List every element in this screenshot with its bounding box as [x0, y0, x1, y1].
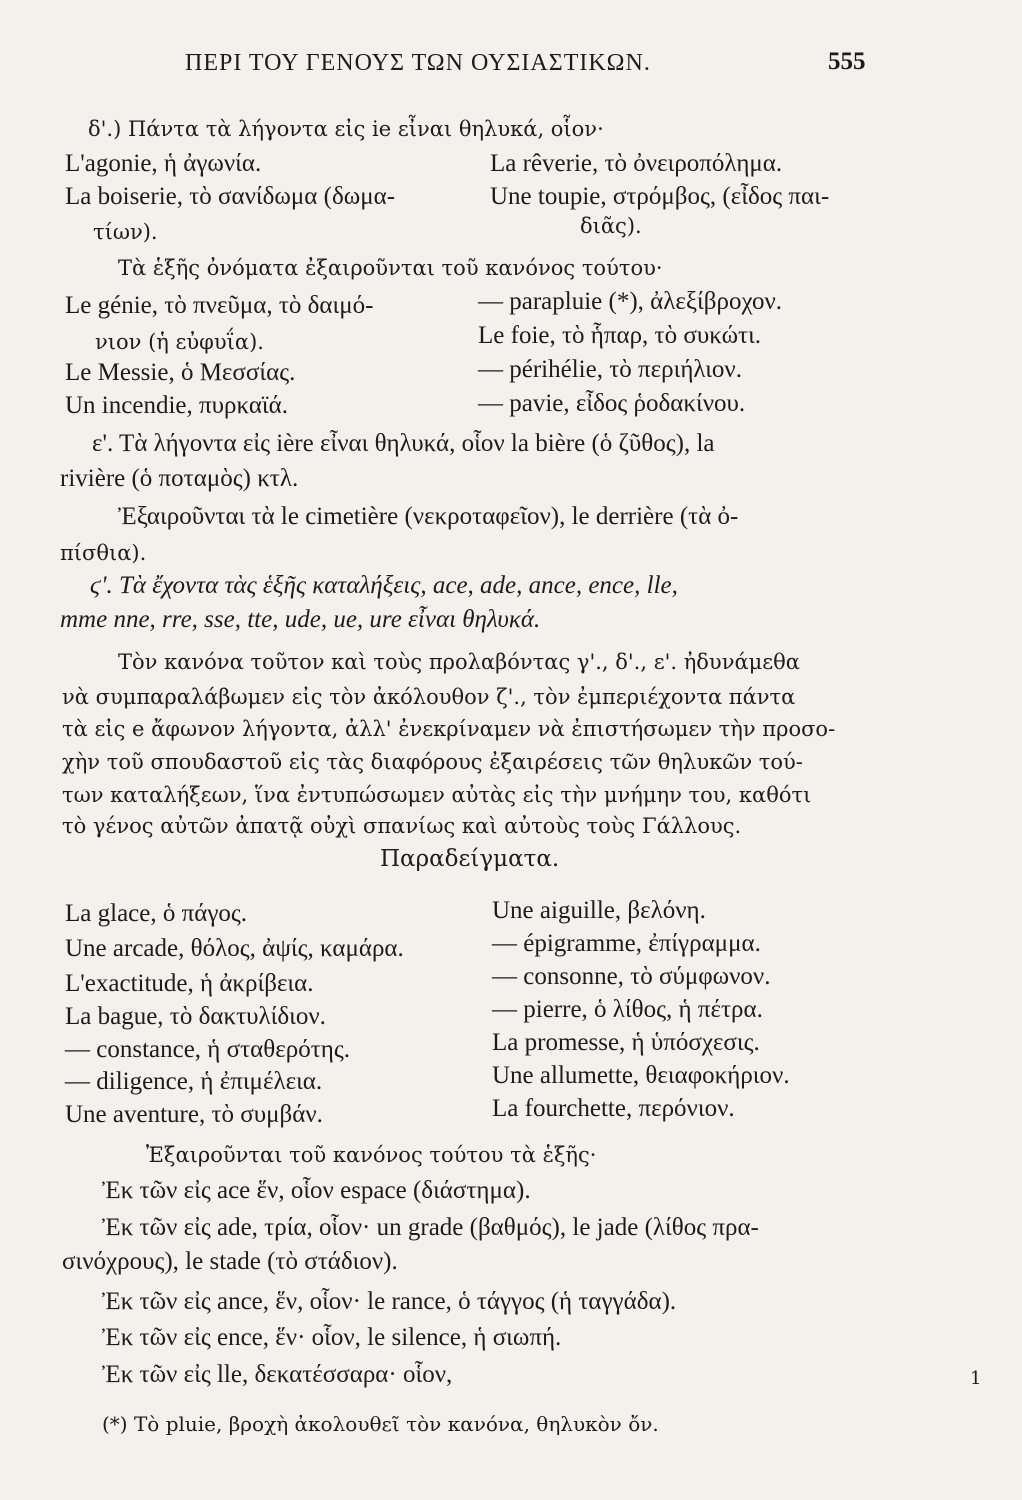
paragraph-line-3: τὰ εἰς e ἄφωνον λήγοντα, ἀλλ' ἐνεκρίναμεν νὰ ἐπιστήσωμεν τὴν προσο-: [62, 717, 836, 741]
rule-d-left-1: L'agonie, ἡ ἀγωνία.: [65, 150, 262, 177]
example-right-4: — pierre, ὁ λίθος, ἡ πέτρα.: [492, 996, 763, 1023]
paragraph-line-2: νὰ συμπαραλάβωμεν εἰς τὸν ἀκόλουθον ζ'., τὸν ἐμπεριέχοντα πάντα: [62, 685, 796, 709]
example-left-4: La bague, τὸ δακτυλίδιον.: [65, 1003, 326, 1030]
example-left-3: L'exactitude, ἡ ἀκρίβεια.: [65, 970, 314, 997]
example-right-3: — consonne, τὸ σύμφωνον.: [492, 963, 771, 990]
rule-d-right-3: διᾶς).: [580, 214, 642, 238]
exceptions2-intro: Ἐξαιροῦνται τοῦ κανόνος τούτου τὰ ἑξῆς·: [146, 1143, 597, 1167]
page-number: 555: [828, 48, 866, 75]
rule-d-ex-left-4: Un incendie, πυρκαϊά.: [65, 392, 289, 419]
rule-e-line-3: Ἐξαιροῦνται τὰ le cimetière (νεκροταφεῖον), le derrière (τὰ ὀ-: [118, 503, 739, 530]
rule-d-ex-left-1: Le génie, τὸ πνεῦμα, τὸ δαιμό-: [65, 292, 374, 319]
rule-d-right-1: La rêverie, τὸ ὀνειροπόλημα.: [490, 150, 783, 177]
paragraph-line-6: τὸ γένος αὐτῶν ἀπατᾷ οὐχὶ σπανίως καὶ αὐτοὺς τοὺς Γάλλους.: [62, 814, 742, 838]
footnote: (*) Τὸ pluie, βροχὴ ἀκολουθεῖ τὸν κανόνα, θηλυκὸν ὄν.: [102, 1412, 659, 1436]
exceptions2-ace: Ἐκ τῶν εἰς ace ἕν, οἷον espace (διάστημα).: [102, 1177, 531, 1204]
rule-e-line-1: ε'. Τὰ λήγοντα εἰς ière εἶναι θηλυκά, οἷον la bière (ὁ ζῦθος), la: [92, 430, 715, 457]
exceptions2-ence: Ἐκ τῶν εἰς ence, ἕν· οἷον, le silence, ἡ σιωπή.: [102, 1324, 562, 1351]
example-left-1: La glace, ὁ πάγος.: [65, 900, 248, 927]
example-left-5: — constance, ἡ σταθερότης.: [65, 1036, 350, 1063]
rule-st-line-1: ϛ'. Τὰ ἔχοντα τὰς ἑξῆς καταλήξεις, ace, ade, ance, ence, lle,: [90, 572, 678, 599]
paragraph-line-5: των καταλήξεων, ἵνα ἐντυπώσωμεν αὐτὰς εἰς τὴν μνήμην του, καθότι: [62, 783, 812, 807]
rule-st-line-2: mme nne, rre, sse, tte, ude, ue, ure εἶναι θηλυκά.: [60, 606, 541, 633]
paragraph-line-1: Τὸν κανόνα τοῦτον καὶ τοὺς προλαβόντας γ'., δ'., ε'. ἠδυνάμεθα: [118, 650, 800, 674]
rule-e-line-2: rivière (ὁ ποταμὸς) κτλ.: [60, 465, 299, 492]
rule-d-right-2: Une toupie, στρόμβος, (εἶδος παι-: [490, 183, 830, 210]
example-right-6: Une allumette, θειαφοκήριον.: [492, 1062, 790, 1089]
example-right-2: — épigramme, ἐπίγραμμα.: [492, 930, 761, 957]
rule-d-ex-left-3: Le Messie, ὁ Μεσσίας.: [65, 359, 296, 386]
running-header: ΠΕΡΙ ΤΟΥ ΓΕΝΟΥΣ ΤΩΝ ΟΥΣΙΑΣΤΙΚΩΝ.: [185, 50, 651, 76]
rule-d-ex-left-2: νιον (ἡ εὐφυΐα).: [95, 330, 264, 354]
rule-d-ex-right-4: — pavie, εἶδος ῥοδακίνου.: [478, 390, 746, 417]
rule-d-ex-right-1: — parapluie (*), ἀλεξίβροχον.: [478, 288, 783, 315]
example-right-5: La promesse, ἡ ὑπόσχεσις.: [492, 1029, 760, 1056]
exceptions2-ade: Ἐκ τῶν εἰς ade, τρία, οἷον· un grade (βαθμός), le jade (λίθος πρα-: [102, 1214, 759, 1241]
paragraph-line-4: χὴν τοῦ σπουδαστοῦ εἰς τὰς διαφόρους ἐξαιρέσεις τῶν θηλυκῶν τού-: [62, 750, 803, 774]
exceptions2-ade-cont: σινόχρους), le stade (τὸ στάδιον).: [62, 1248, 398, 1275]
exceptions2-ance: Ἐκ τῶν εἰς ance, ἕν, οἷον· le rance, ὁ τάγγος (ἡ ταγγάδα).: [102, 1288, 677, 1315]
examples-title: Παραδείγματα.: [380, 846, 560, 872]
rule-d-ex-right-2: Le foie, τὸ ἧπαρ, τὸ συκώτι.: [478, 322, 762, 349]
rule-d-ex-right-3: — périhélie, τὸ περιήλιον.: [478, 356, 742, 383]
exceptions2-lle: Ἐκ τῶν εἰς lle, δεκατέσσαρα· οἷον,: [102, 1361, 453, 1388]
example-left-6: — diligence, ἡ ἐπιμέλεια.: [65, 1068, 323, 1095]
footnote-marker: 1: [970, 1368, 982, 1389]
example-right-1: Une aiguille, βελόνη.: [492, 897, 706, 924]
rule-d-left-2: La boiserie, τὸ σανίδωμα (δωμα-: [65, 183, 396, 210]
rule-e-line-4: πίσθια).: [60, 541, 147, 565]
example-right-7: La fourchette, περόνιον.: [492, 1095, 735, 1122]
rule-d-exceptions-intro: Τὰ ἑξῆς ὀνόματα ἐξαιροῦνται τοῦ κανόνος τούτου·: [118, 256, 663, 280]
example-left-7: Une aventure, τὸ συμβάν.: [65, 1101, 323, 1128]
rule-d-intro: δ'.) Πάντα τὰ λήγοντα εἰς ie εἶναι θηλυκά, οἷον·: [88, 117, 604, 141]
example-left-2: Une arcade, θόλος, ἀψίς, καμάρα.: [65, 935, 404, 962]
rule-d-left-3: τίων).: [93, 220, 158, 244]
